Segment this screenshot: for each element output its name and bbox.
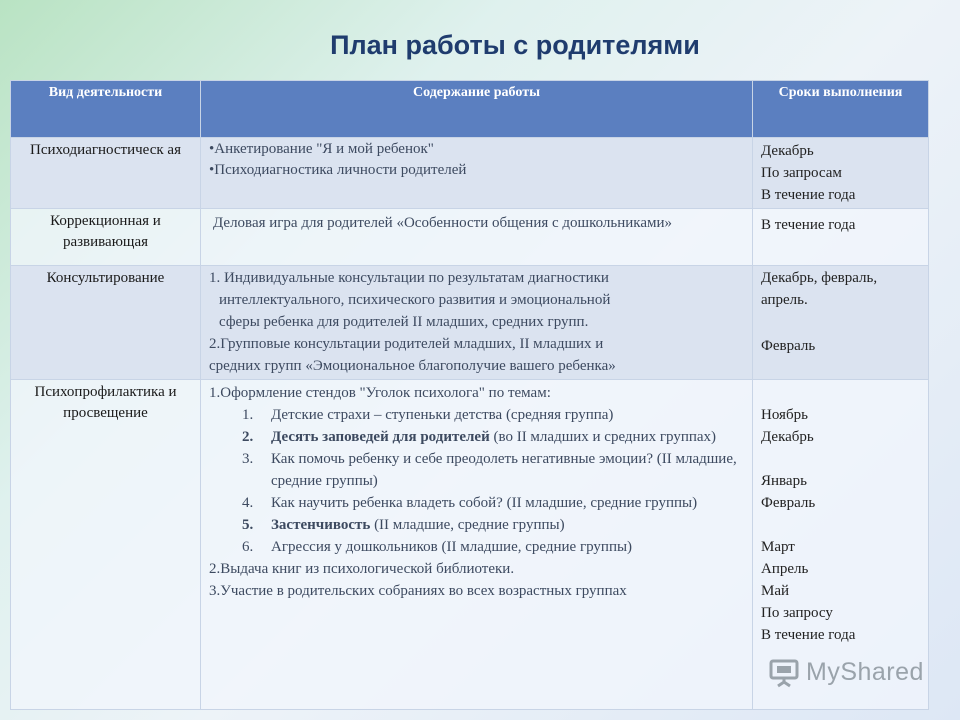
topic-text: Как помочь ребенку и себе преодолеть негативные эмоции? (II младшие, средние группы) — [271, 451, 737, 489]
table-row — [11, 138, 929, 209]
terms-cell — [753, 266, 929, 380]
header-row — [11, 81, 929, 138]
topic-text: (во II младших и средних группах) — [489, 429, 717, 445]
content-line: Деловая игра для родителей «Особенности общения с дошкольниками» — [213, 215, 673, 231]
list-item — [257, 492, 744, 514]
term: Декабрь, февраль, — [761, 270, 878, 286]
term: Май — [761, 583, 790, 599]
list-item — [257, 404, 744, 426]
term: По запросу — [761, 605, 833, 621]
work-plan-table — [10, 80, 929, 710]
term: Февраль — [761, 338, 816, 354]
term: В течение года — [761, 217, 856, 233]
content-cell — [201, 209, 753, 266]
content-line: 2.Групповые консультации родителей младших, II младших и — [209, 336, 604, 352]
terms-cell — [753, 138, 929, 209]
topic-bold: Застенчивость — [271, 517, 371, 533]
term: По запросам — [761, 165, 842, 181]
myshared-watermark — [768, 656, 924, 688]
term: Январь — [761, 473, 807, 489]
list-item — [257, 448, 744, 492]
header-content: Содержание работы — [201, 81, 753, 138]
activity-cell: Психодиагностическ ая — [11, 138, 201, 209]
header-terms: Сроки выполнения — [753, 81, 929, 138]
activity-cell: Консультирование — [11, 266, 201, 380]
content-line: 3.Участие в родительских собраниях во всех возрастных группах — [209, 583, 627, 599]
activity-cell: Коррекционная и развивающая — [11, 209, 201, 266]
content-line: сферы ребенка для родителей II младших, средних групп. — [219, 314, 589, 330]
term: Декабрь — [761, 429, 814, 445]
table-row — [11, 209, 929, 266]
table-row — [11, 266, 929, 380]
term: В течение года — [761, 627, 856, 643]
term: Февраль — [761, 495, 816, 511]
topic-text: Как научить ребенка владеть собой? (II младшие, средние группы) — [271, 495, 698, 511]
activity-cell: Психопрофилактика и просвещение — [11, 380, 201, 710]
watermark-text: MyShared — [806, 657, 924, 686]
stand-topics-list — [209, 404, 744, 558]
header-activity: Вид деятельности — [11, 81, 201, 138]
content-line: •Психодиагностика личности родителей — [209, 162, 467, 178]
content-line: 1. Индивидуальные консультации по результатам диагностики — [209, 270, 609, 286]
term: Декабрь — [761, 143, 814, 159]
slide-title: План работы с родителями — [330, 30, 700, 60]
term: Ноябрь — [761, 407, 808, 423]
content-cell — [201, 380, 753, 710]
list-item — [257, 536, 744, 558]
terms-cell — [753, 209, 929, 266]
topic-text: Агрессия у дошкольников (II младшие, средние группы) — [271, 539, 633, 555]
presentation-icon — [768, 656, 800, 688]
topic-text: (II младшие, средние группы) — [370, 517, 565, 533]
term: В течение года — [761, 187, 856, 203]
content-cell — [201, 138, 753, 209]
term: апрель. — [761, 292, 808, 308]
topic-text: Детские страхи – ступеньки детства (средняя группа) — [271, 407, 614, 423]
content-line: средних групп «Эмоциональное благополучие вашего ребенка» — [209, 358, 616, 374]
list-item — [257, 514, 744, 536]
content-cell — [201, 266, 753, 380]
term: Апрель — [761, 561, 809, 577]
content-line: 2.Выдача книг из психологической библиотеки. — [209, 561, 515, 577]
content-line: 1.Оформление стендов "Уголок психолога" по темам: — [209, 385, 551, 401]
term: Март — [761, 539, 795, 555]
content-line: •Анкетирование "Я и мой ребенок" — [209, 141, 434, 157]
topic-bold: Десять заповедей для родителей — [271, 429, 490, 445]
list-item — [257, 426, 744, 448]
content-line: интеллектуального, психического развития и эмоциональной — [219, 292, 611, 308]
